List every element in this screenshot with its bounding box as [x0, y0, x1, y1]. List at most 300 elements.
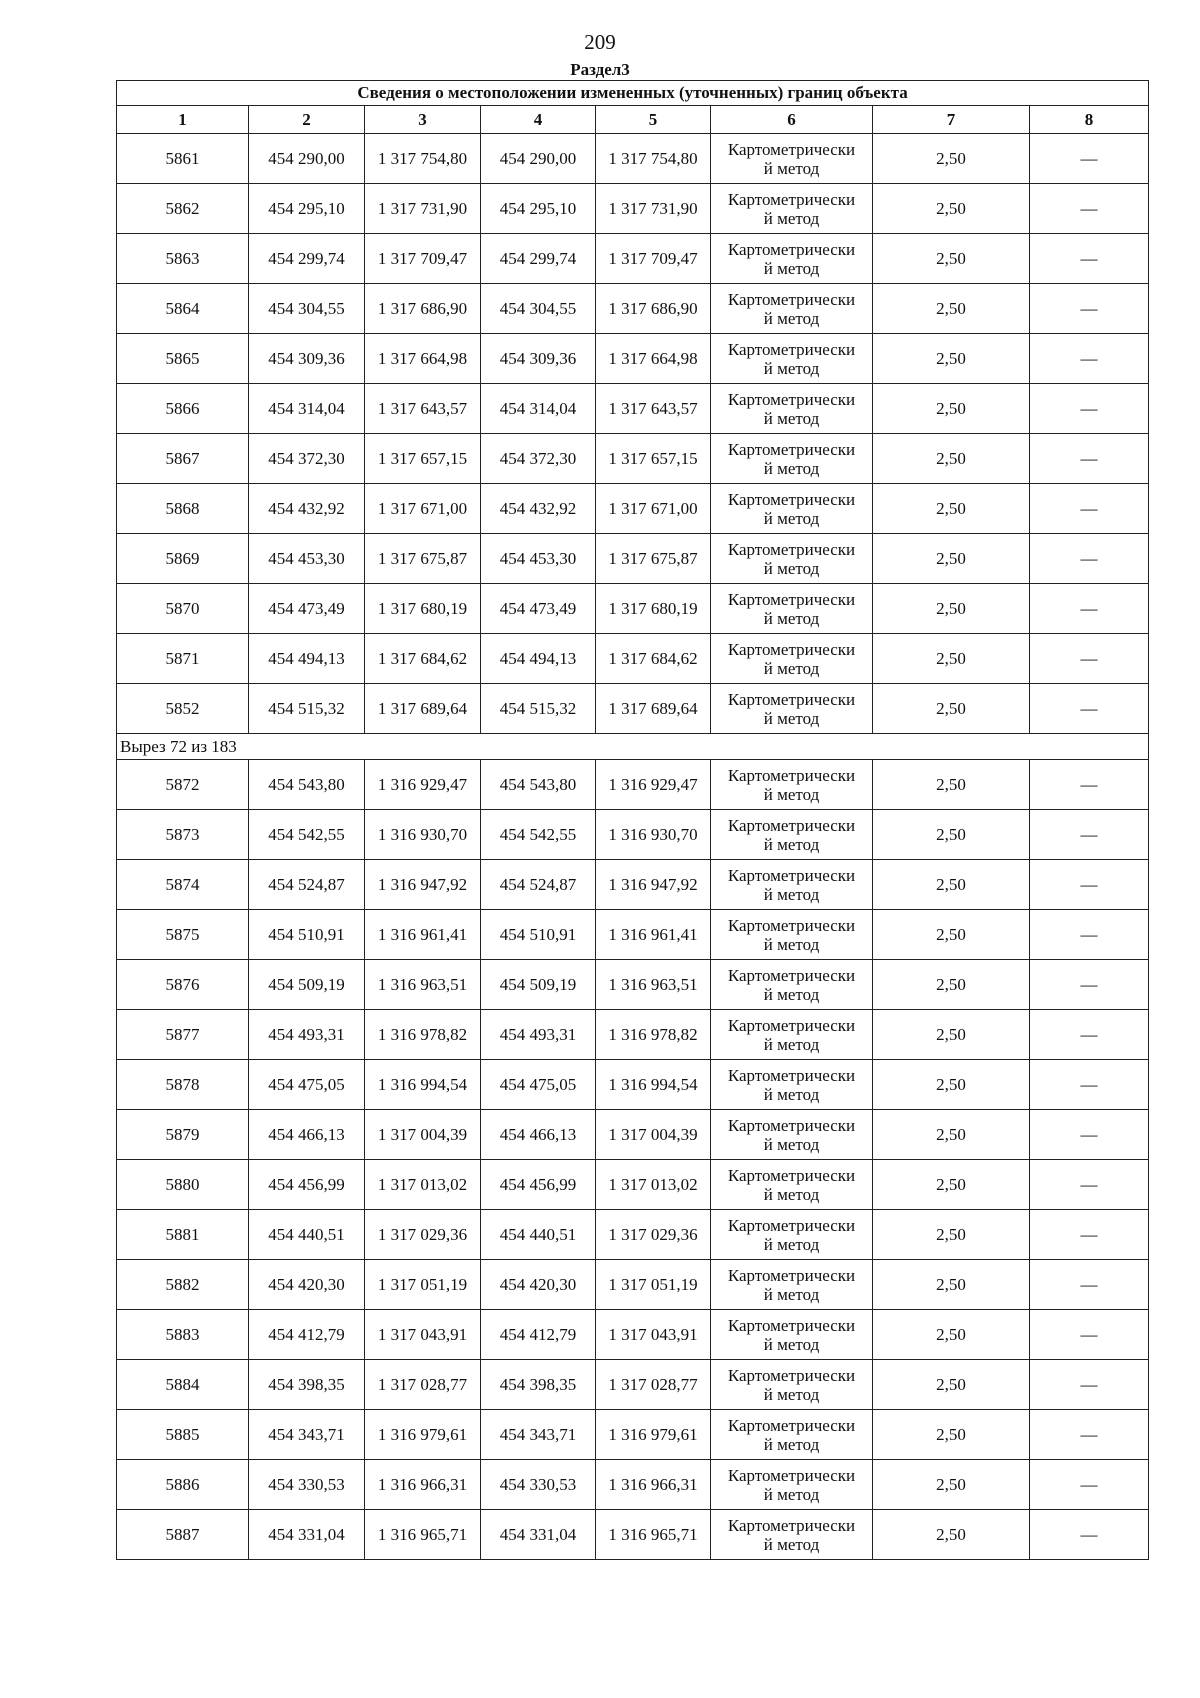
- table-row: [117, 1060, 1149, 1110]
- x-coordinate-new-cell: 454 330,53: [481, 1460, 596, 1510]
- table-row: [117, 910, 1149, 960]
- x-coordinate-cell: 454 453,30: [249, 534, 365, 584]
- x-coordinate-cell: 454 494,13: [249, 634, 365, 684]
- y-coordinate-new-cell: 1 316 965,71: [596, 1510, 711, 1560]
- column-8-cell: —: [1030, 584, 1149, 634]
- column-header: 6: [711, 106, 873, 134]
- column-8-cell: —: [1030, 384, 1149, 434]
- accuracy-cell: 2,50: [873, 1260, 1030, 1310]
- x-coordinate-cell: 454 295,10: [249, 184, 365, 234]
- method-line: й метод: [763, 258, 820, 278]
- y-coordinate-cell: 1 316 961,41: [365, 910, 481, 960]
- method-line: Картометрически: [727, 1365, 856, 1385]
- y-coordinate-new-cell: 1 316 979,61: [596, 1410, 711, 1460]
- point-number-cell: 5885: [117, 1410, 249, 1460]
- y-coordinate-cell: 1 317 664,98: [365, 334, 481, 384]
- method-line: Картометрически: [727, 1315, 856, 1335]
- accuracy-cell: 2,50: [873, 134, 1030, 184]
- column-8-cell: —: [1030, 760, 1149, 810]
- method-line: й метод: [763, 1184, 820, 1204]
- y-coordinate-cell: 1 317 643,57: [365, 384, 481, 434]
- accuracy-cell: 2,50: [873, 960, 1030, 1010]
- accuracy-cell: 2,50: [873, 684, 1030, 734]
- method-cell: [711, 960, 873, 1010]
- method-cell: [711, 384, 873, 434]
- y-coordinate-new-cell: 1 317 675,87: [596, 534, 711, 584]
- method-line: Картометрически: [727, 1215, 856, 1235]
- table-row: [117, 1260, 1149, 1310]
- column-8-cell: —: [1030, 434, 1149, 484]
- column-8-cell: —: [1030, 1460, 1149, 1510]
- column-8-cell: —: [1030, 1410, 1149, 1460]
- accuracy-cell: 2,50: [873, 234, 1030, 284]
- y-coordinate-new-cell: 1 316 963,51: [596, 960, 711, 1010]
- x-coordinate-cell: 454 524,87: [249, 860, 365, 910]
- y-coordinate-cell: 1 316 979,61: [365, 1410, 481, 1460]
- table-row: [117, 234, 1149, 284]
- y-coordinate-cell: 1 317 671,00: [365, 484, 481, 534]
- table-row: [117, 1160, 1149, 1210]
- method-line: й метод: [763, 508, 820, 528]
- x-coordinate-cell: 454 412,79: [249, 1310, 365, 1360]
- method-line: й метод: [763, 708, 820, 728]
- method-cell: [711, 1260, 873, 1310]
- y-coordinate-new-cell: 1 317 657,15: [596, 434, 711, 484]
- method-cell: [711, 1110, 873, 1160]
- column-header: 3: [365, 106, 481, 134]
- table-row: [117, 434, 1149, 484]
- y-coordinate-cell: 1 316 929,47: [365, 760, 481, 810]
- y-coordinate-cell: 1 317 657,15: [365, 434, 481, 484]
- x-coordinate-new-cell: 454 304,55: [481, 284, 596, 334]
- x-coordinate-cell: 454 542,55: [249, 810, 365, 860]
- method-line: й метод: [763, 1234, 820, 1254]
- method-line: Картометрически: [727, 1015, 856, 1035]
- method-line: Картометрически: [727, 339, 856, 359]
- table-header-row: [117, 106, 1149, 134]
- x-coordinate-new-cell: 454 524,87: [481, 860, 596, 910]
- x-coordinate-cell: 454 475,05: [249, 1060, 365, 1110]
- method-line: Картометрически: [727, 289, 856, 309]
- y-coordinate-new-cell: 1 317 643,57: [596, 384, 711, 434]
- section-title: Раздел3: [570, 60, 630, 79]
- y-coordinate-cell: 1 317 004,39: [365, 1110, 481, 1160]
- column-8-cell: —: [1030, 334, 1149, 384]
- method-cell: [711, 1410, 873, 1460]
- table-row: [117, 1210, 1149, 1260]
- y-coordinate-cell: 1 317 013,02: [365, 1160, 481, 1210]
- method-line: й метод: [763, 1034, 820, 1054]
- method-line: й метод: [763, 458, 820, 478]
- method-line: й метод: [763, 608, 820, 628]
- accuracy-cell: 2,50: [873, 1010, 1030, 1060]
- method-line: Картометрически: [727, 489, 856, 509]
- y-coordinate-cell: 1 317 731,90: [365, 184, 481, 234]
- x-coordinate-new-cell: 454 475,05: [481, 1060, 596, 1110]
- y-coordinate-cell: 1 316 994,54: [365, 1060, 481, 1110]
- method-cell: [711, 1310, 873, 1360]
- method-line: й метод: [763, 1334, 820, 1354]
- table-row: [117, 760, 1149, 810]
- coordinates-table: [116, 80, 1149, 1560]
- method-cell: [711, 284, 873, 334]
- page-number: 209: [584, 30, 616, 54]
- x-coordinate-cell: 454 330,53: [249, 1460, 365, 1510]
- method-line: Картометрически: [727, 589, 856, 609]
- column-8-cell: —: [1030, 1260, 1149, 1310]
- method-line: Картометрически: [727, 189, 856, 209]
- method-line: й метод: [763, 308, 820, 328]
- y-coordinate-cell: 1 316 978,82: [365, 1010, 481, 1060]
- column-8-cell: —: [1030, 534, 1149, 584]
- x-coordinate-cell: 454 440,51: [249, 1210, 365, 1260]
- column-8-cell: —: [1030, 234, 1149, 284]
- method-line: Картометрически: [727, 865, 856, 885]
- column-8-cell: —: [1030, 1010, 1149, 1060]
- table-row: [117, 634, 1149, 684]
- x-coordinate-new-cell: 454 510,91: [481, 910, 596, 960]
- x-coordinate-new-cell: 454 314,04: [481, 384, 596, 434]
- y-coordinate-new-cell: 1 317 689,64: [596, 684, 711, 734]
- point-number-cell: 5871: [117, 634, 249, 684]
- y-coordinate-cell: 1 317 029,36: [365, 1210, 481, 1260]
- column-header: 4: [481, 106, 596, 134]
- x-coordinate-cell: 454 343,71: [249, 1410, 365, 1460]
- point-number-cell: 5880: [117, 1160, 249, 1210]
- accuracy-cell: 2,50: [873, 910, 1030, 960]
- point-number-cell: 5875: [117, 910, 249, 960]
- y-coordinate-new-cell: 1 317 029,36: [596, 1210, 711, 1260]
- x-coordinate-new-cell: 454 466,13: [481, 1110, 596, 1160]
- point-number-cell: 5887: [117, 1510, 249, 1560]
- x-coordinate-new-cell: 454 398,35: [481, 1360, 596, 1410]
- point-number-cell: 5882: [117, 1260, 249, 1310]
- y-coordinate-new-cell: 1 317 043,91: [596, 1310, 711, 1360]
- point-number-cell: 5866: [117, 384, 249, 434]
- y-coordinate-new-cell: 1 317 051,19: [596, 1260, 711, 1310]
- y-coordinate-new-cell: 1 317 686,90: [596, 284, 711, 334]
- accuracy-cell: 2,50: [873, 860, 1030, 910]
- method-cell: [711, 134, 873, 184]
- column-8-cell: —: [1030, 1310, 1149, 1360]
- column-8-cell: —: [1030, 1060, 1149, 1110]
- method-line: Картометрически: [727, 239, 856, 259]
- method-cell: [711, 760, 873, 810]
- point-number-cell: 5861: [117, 134, 249, 184]
- accuracy-cell: 2,50: [873, 1510, 1030, 1560]
- point-number-cell: 5868: [117, 484, 249, 534]
- method-cell: [711, 910, 873, 960]
- column-8-cell: —: [1030, 1110, 1149, 1160]
- method-cell: [711, 484, 873, 534]
- method-line: й метод: [763, 934, 820, 954]
- column-8-cell: —: [1030, 1360, 1149, 1410]
- x-coordinate-new-cell: 454 420,30: [481, 1260, 596, 1310]
- y-coordinate-new-cell: 1 317 013,02: [596, 1160, 711, 1210]
- method-cell: [711, 1060, 873, 1110]
- column-8-cell: —: [1030, 684, 1149, 734]
- column-header: 5: [596, 106, 711, 134]
- y-coordinate-cell: 1 317 709,47: [365, 234, 481, 284]
- x-coordinate-cell: 454 309,36: [249, 334, 365, 384]
- x-coordinate-new-cell: 454 299,74: [481, 234, 596, 284]
- point-number-cell: 5884: [117, 1360, 249, 1410]
- accuracy-cell: 2,50: [873, 1160, 1030, 1210]
- point-number-cell: 5873: [117, 810, 249, 860]
- table-row: [117, 960, 1149, 1010]
- point-number-cell: 5872: [117, 760, 249, 810]
- accuracy-cell: 2,50: [873, 1460, 1030, 1510]
- column-8-cell: —: [1030, 134, 1149, 184]
- y-coordinate-cell: 1 317 686,90: [365, 284, 481, 334]
- accuracy-cell: 2,50: [873, 634, 1030, 684]
- table-row: [117, 1010, 1149, 1060]
- x-coordinate-new-cell: 454 456,99: [481, 1160, 596, 1210]
- x-coordinate-cell: 454 432,92: [249, 484, 365, 534]
- table-row: [117, 684, 1149, 734]
- method-cell: [711, 1460, 873, 1510]
- x-coordinate-new-cell: 454 509,19: [481, 960, 596, 1010]
- point-number-cell: 5877: [117, 1010, 249, 1060]
- y-coordinate-new-cell: 1 316 961,41: [596, 910, 711, 960]
- table-row: [117, 384, 1149, 434]
- method-line: й метод: [763, 358, 820, 378]
- x-coordinate-cell: 454 420,30: [249, 1260, 365, 1310]
- point-number-cell: 5874: [117, 860, 249, 910]
- table-row: [117, 284, 1149, 334]
- y-coordinate-cell: 1 317 680,19: [365, 584, 481, 634]
- table-body: [117, 81, 1149, 1560]
- x-coordinate-cell: 454 304,55: [249, 284, 365, 334]
- point-number-cell: 5862: [117, 184, 249, 234]
- column-8-cell: —: [1030, 634, 1149, 684]
- table-row: [117, 860, 1149, 910]
- column-header: 1: [117, 106, 249, 134]
- method-cell: [711, 1360, 873, 1410]
- accuracy-cell: 2,50: [873, 1410, 1030, 1460]
- method-line: й метод: [763, 1384, 820, 1404]
- y-coordinate-cell: 1 317 043,91: [365, 1310, 481, 1360]
- method-line: й метод: [763, 884, 820, 904]
- method-line: й метод: [763, 784, 820, 804]
- point-number-cell: 5883: [117, 1310, 249, 1360]
- method-line: Картометрически: [727, 1115, 856, 1135]
- column-header: 7: [873, 106, 1030, 134]
- y-coordinate-new-cell: 1 317 709,47: [596, 234, 711, 284]
- accuracy-cell: 2,50: [873, 484, 1030, 534]
- y-coordinate-new-cell: 1 317 028,77: [596, 1360, 711, 1410]
- point-number-cell: 5867: [117, 434, 249, 484]
- point-number-cell: 5879: [117, 1110, 249, 1160]
- y-coordinate-cell: 1 317 754,80: [365, 134, 481, 184]
- method-line: Картометрически: [727, 1465, 856, 1485]
- x-coordinate-new-cell: 454 473,49: [481, 584, 596, 634]
- table-row: [117, 334, 1149, 384]
- method-cell: [711, 534, 873, 584]
- table-caption: Сведения о местоположении измененных (уточненных) границ объекта: [117, 81, 1149, 106]
- x-coordinate-new-cell: 454 432,92: [481, 484, 596, 534]
- method-line: й метод: [763, 1484, 820, 1504]
- y-coordinate-cell: 1 317 689,64: [365, 684, 481, 734]
- point-number-cell: 5864: [117, 284, 249, 334]
- x-coordinate-new-cell: 454 453,30: [481, 534, 596, 584]
- x-coordinate-cell: 454 473,49: [249, 584, 365, 634]
- x-coordinate-cell: 454 493,31: [249, 1010, 365, 1060]
- method-cell: [711, 684, 873, 734]
- x-coordinate-cell: 454 290,00: [249, 134, 365, 184]
- method-line: Картометрически: [727, 1265, 856, 1285]
- method-cell: [711, 334, 873, 384]
- y-coordinate-new-cell: 1 317 004,39: [596, 1110, 711, 1160]
- column-8-cell: —: [1030, 1160, 1149, 1210]
- method-cell: [711, 810, 873, 860]
- point-number-cell: 5878: [117, 1060, 249, 1110]
- method-line: й метод: [763, 558, 820, 578]
- x-coordinate-new-cell: 454 494,13: [481, 634, 596, 684]
- y-coordinate-new-cell: 1 317 684,62: [596, 634, 711, 684]
- y-coordinate-new-cell: 1 317 664,98: [596, 334, 711, 384]
- method-line: Картометрически: [727, 639, 856, 659]
- table-row: [117, 184, 1149, 234]
- method-line: Картометрически: [727, 1165, 856, 1185]
- y-coordinate-new-cell: 1 317 680,19: [596, 584, 711, 634]
- x-coordinate-new-cell: 454 543,80: [481, 760, 596, 810]
- y-coordinate-cell: 1 316 947,92: [365, 860, 481, 910]
- x-coordinate-cell: 454 510,91: [249, 910, 365, 960]
- column-header: 8: [1030, 106, 1149, 134]
- group-label: Вырез 72 из 183: [117, 734, 1149, 760]
- x-coordinate-new-cell: 454 290,00: [481, 134, 596, 184]
- column-8-cell: —: [1030, 1210, 1149, 1260]
- y-coordinate-cell: 1 317 028,77: [365, 1360, 481, 1410]
- x-coordinate-new-cell: 454 542,55: [481, 810, 596, 860]
- point-number-cell: 5876: [117, 960, 249, 1010]
- method-cell: [711, 1210, 873, 1260]
- column-8-cell: —: [1030, 284, 1149, 334]
- y-coordinate-new-cell: 1 316 929,47: [596, 760, 711, 810]
- table-row: [117, 584, 1149, 634]
- method-line: й метод: [763, 208, 820, 228]
- point-number-cell: 5869: [117, 534, 249, 584]
- method-line: Картометрически: [727, 915, 856, 935]
- method-line: й метод: [763, 984, 820, 1004]
- x-coordinate-cell: 454 456,99: [249, 1160, 365, 1210]
- x-coordinate-cell: 454 372,30: [249, 434, 365, 484]
- point-number-cell: 5881: [117, 1210, 249, 1260]
- accuracy-cell: 2,50: [873, 584, 1030, 634]
- x-coordinate-new-cell: 454 515,32: [481, 684, 596, 734]
- y-coordinate-new-cell: 1 316 994,54: [596, 1060, 711, 1110]
- x-coordinate-new-cell: 454 412,79: [481, 1310, 596, 1360]
- method-line: Картометрически: [727, 815, 856, 835]
- y-coordinate-cell: 1 317 684,62: [365, 634, 481, 684]
- x-coordinate-new-cell: 454 331,04: [481, 1510, 596, 1560]
- method-line: й метод: [763, 1284, 820, 1304]
- method-line: й метод: [763, 1534, 820, 1554]
- method-line: Картометрически: [727, 689, 856, 709]
- table-row: [117, 1110, 1149, 1160]
- accuracy-cell: 2,50: [873, 810, 1030, 860]
- accuracy-cell: 2,50: [873, 284, 1030, 334]
- column-8-cell: —: [1030, 1510, 1149, 1560]
- method-line: й метод: [763, 1084, 820, 1104]
- column-8-cell: —: [1030, 860, 1149, 910]
- y-coordinate-cell: 1 316 963,51: [365, 960, 481, 1010]
- x-coordinate-cell: 454 398,35: [249, 1360, 365, 1410]
- column-8-cell: —: [1030, 484, 1149, 534]
- y-coordinate-cell: 1 317 675,87: [365, 534, 481, 584]
- x-coordinate-new-cell: 454 440,51: [481, 1210, 596, 1260]
- x-coordinate-cell: 454 543,80: [249, 760, 365, 810]
- y-coordinate-cell: 1 317 051,19: [365, 1260, 481, 1310]
- table-row: [117, 1460, 1149, 1510]
- y-coordinate-cell: 1 316 930,70: [365, 810, 481, 860]
- y-coordinate-new-cell: 1 316 966,31: [596, 1460, 711, 1510]
- table-row: [117, 134, 1149, 184]
- accuracy-cell: 2,50: [873, 760, 1030, 810]
- table-row: [117, 1410, 1149, 1460]
- x-coordinate-cell: 454 314,04: [249, 384, 365, 434]
- column-8-cell: —: [1030, 910, 1149, 960]
- table-row: [117, 484, 1149, 534]
- x-coordinate-cell: 454 509,19: [249, 960, 365, 1010]
- method-line: Картометрически: [727, 1415, 856, 1435]
- point-number-cell: 5852: [117, 684, 249, 734]
- y-coordinate-cell: 1 316 966,31: [365, 1460, 481, 1510]
- column-header: 2: [249, 106, 365, 134]
- accuracy-cell: 2,50: [873, 434, 1030, 484]
- accuracy-cell: 2,50: [873, 1310, 1030, 1360]
- point-number-cell: 5870: [117, 584, 249, 634]
- point-number-cell: 5863: [117, 234, 249, 284]
- accuracy-cell: 2,50: [873, 1110, 1030, 1160]
- method-cell: [711, 634, 873, 684]
- method-cell: [711, 860, 873, 910]
- point-number-cell: 5865: [117, 334, 249, 384]
- method-line: Картометрически: [727, 765, 856, 785]
- accuracy-cell: 2,50: [873, 184, 1030, 234]
- accuracy-cell: 2,50: [873, 1360, 1030, 1410]
- method-line: Картометрически: [727, 965, 856, 985]
- method-line: й метод: [763, 408, 820, 428]
- x-coordinate-cell: 454 466,13: [249, 1110, 365, 1160]
- column-8-cell: —: [1030, 960, 1149, 1010]
- table-caption-row: [117, 81, 1149, 106]
- column-8-cell: —: [1030, 810, 1149, 860]
- y-coordinate-new-cell: 1 316 947,92: [596, 860, 711, 910]
- column-8-cell: —: [1030, 184, 1149, 234]
- accuracy-cell: 2,50: [873, 1210, 1030, 1260]
- x-coordinate-cell: 454 515,32: [249, 684, 365, 734]
- x-coordinate-cell: 454 331,04: [249, 1510, 365, 1560]
- accuracy-cell: 2,50: [873, 1060, 1030, 1110]
- x-coordinate-new-cell: 454 372,30: [481, 434, 596, 484]
- y-coordinate-new-cell: 1 317 731,90: [596, 184, 711, 234]
- method-line: й метод: [763, 834, 820, 854]
- y-coordinate-new-cell: 1 316 978,82: [596, 1010, 711, 1060]
- method-cell: [711, 1160, 873, 1210]
- accuracy-cell: 2,50: [873, 534, 1030, 584]
- table-row: [117, 1310, 1149, 1360]
- accuracy-cell: 2,50: [873, 384, 1030, 434]
- method-line: Картометрически: [727, 389, 856, 409]
- accuracy-cell: 2,50: [873, 334, 1030, 384]
- group-label-row: [117, 734, 1149, 760]
- method-cell: [711, 234, 873, 284]
- method-line: Картометрически: [727, 1065, 856, 1085]
- y-coordinate-new-cell: 1 317 671,00: [596, 484, 711, 534]
- y-coordinate-cell: 1 316 965,71: [365, 1510, 481, 1560]
